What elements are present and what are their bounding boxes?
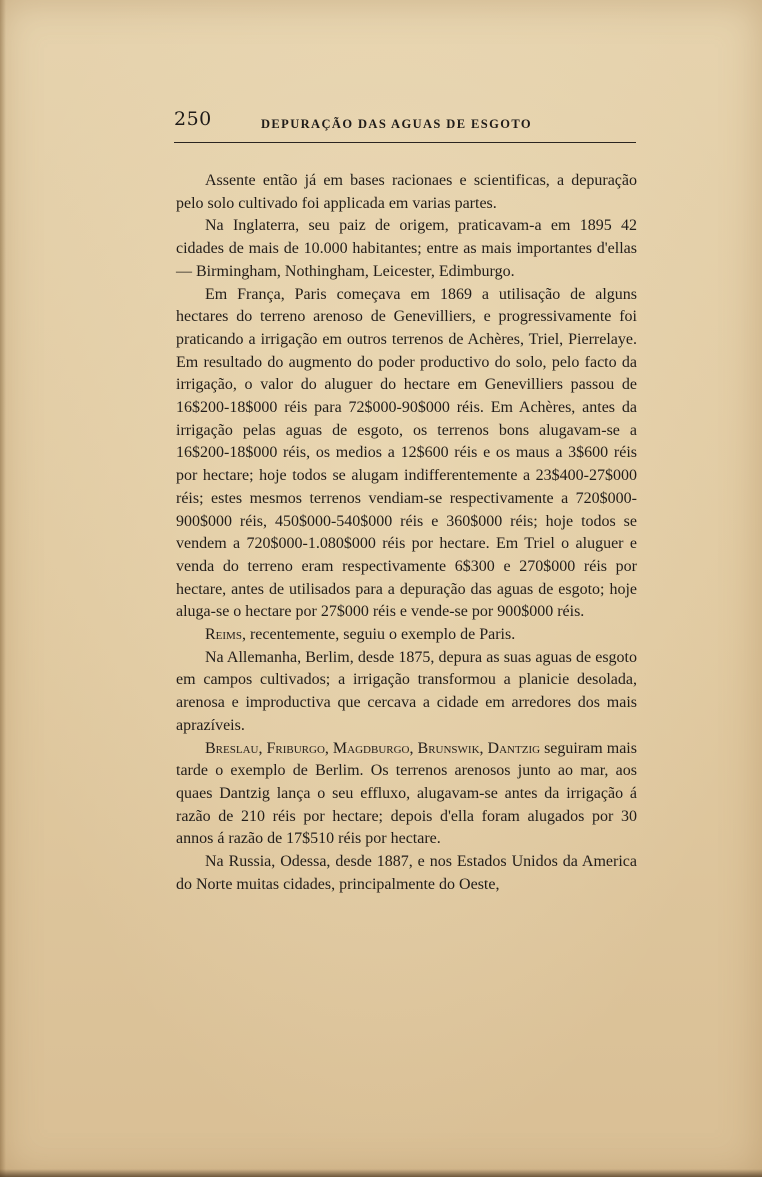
page-number: 250: [174, 108, 212, 130]
paragraph-6: [176, 738, 637, 852]
paragraph-3: Em França, Paris começava em 1869 a utilisação de alguns hectares do terreno arenoso de Genevilliers, e progressivamente foi praticando a irrigação em outros terrenos de Achères, Triel, Pierrelaye. Em resultado do augmento do poder productivo do solo, pelo facto da irrigação, o valor do aluguer do hectare em Genevilliers passou de 16$200-18$000 réis para 72$000-90$000 réis. Em Achères, antes da irrigação pelas aguas de esgoto, os terrenos bons alugavam-se a 16$200-18$000 réis, os medios a 12$600 réis e os maus a 3$600 réis por hectare; hoje todos se alugam indifferentemente a 23$400-27$000 réis; estes mesmos terrenos vendiam-se respectivamente a 720$000-900$000 réis, 450$000-540$000 réis e 360$000 réis; hoje todos se vendem a 720$000-1.080$000 réis por hectare. Em Triel o aluguer e venda do terreno eram respectivamente 6$300 e 270$000 réis por hectare, antes de utilisados para a depuração das aguas de esgoto; hoje aluga-se o hectare por 27$000 réis e vende-se por 900$000 réis.: [176, 285, 637, 621]
paragraph-5: Na Allemanha, Berlim, desde 1875, depura as suas aguas de esgoto em campos cultivados; a irrigação transformou a planicie desolada, arenosa e improductiva que cercava a cidade em arredores dos mais aprazíveis.: [176, 648, 637, 734]
page-left-edge-shadow: [0, 0, 6, 1177]
paragraph-2: Na Inglaterra, seu paiz de origem, praticavam-a em 1895 42 cidades de mais de 10.000 habitantes; entre as mais importantes d'ellas — Birmingham, Nothingham, Leicester, Edimburgo.: [176, 217, 637, 280]
paragraph-4-text: , recentemente, seguiu o exemplo de Paris.: [241, 626, 516, 644]
paragraph-7: Na Russia, Odessa, desde 1887, e nos Estados Unidos da America do Norte muitas cidades, principalmente do Oeste,: [176, 853, 637, 893]
page-header: [174, 108, 636, 143]
running-title: DEPURAÇÃO DAS AGUAS DE ESGOTO: [261, 117, 532, 131]
place-names-german-cities: Breslau, Friburgo, Magdburgo, Brunswik, Dantzig: [205, 739, 541, 757]
paragraph-6-text: seguiram mais tarde o exemplo de Berlim. Os terrenos arenosos junto ao mar, aos quaes Dantzig lança o seu effluxo, alugavam-se antes da irrigação á razão de 210 réis por hectare; depois d'ella foram alugados por 30 annos á razão de 17$510 réis por hectare.: [176, 739, 637, 848]
paragraph-4: [176, 624, 637, 647]
paragraph-1: Assente então já em bases racionaes e scientificas, a depuração pelo solo cultivado foi applicada em varias partes.: [176, 172, 637, 212]
body-text: [176, 170, 637, 897]
place-name-reims: Reims: [205, 626, 242, 644]
page-bottom-edge-shadow: [0, 1169, 762, 1177]
